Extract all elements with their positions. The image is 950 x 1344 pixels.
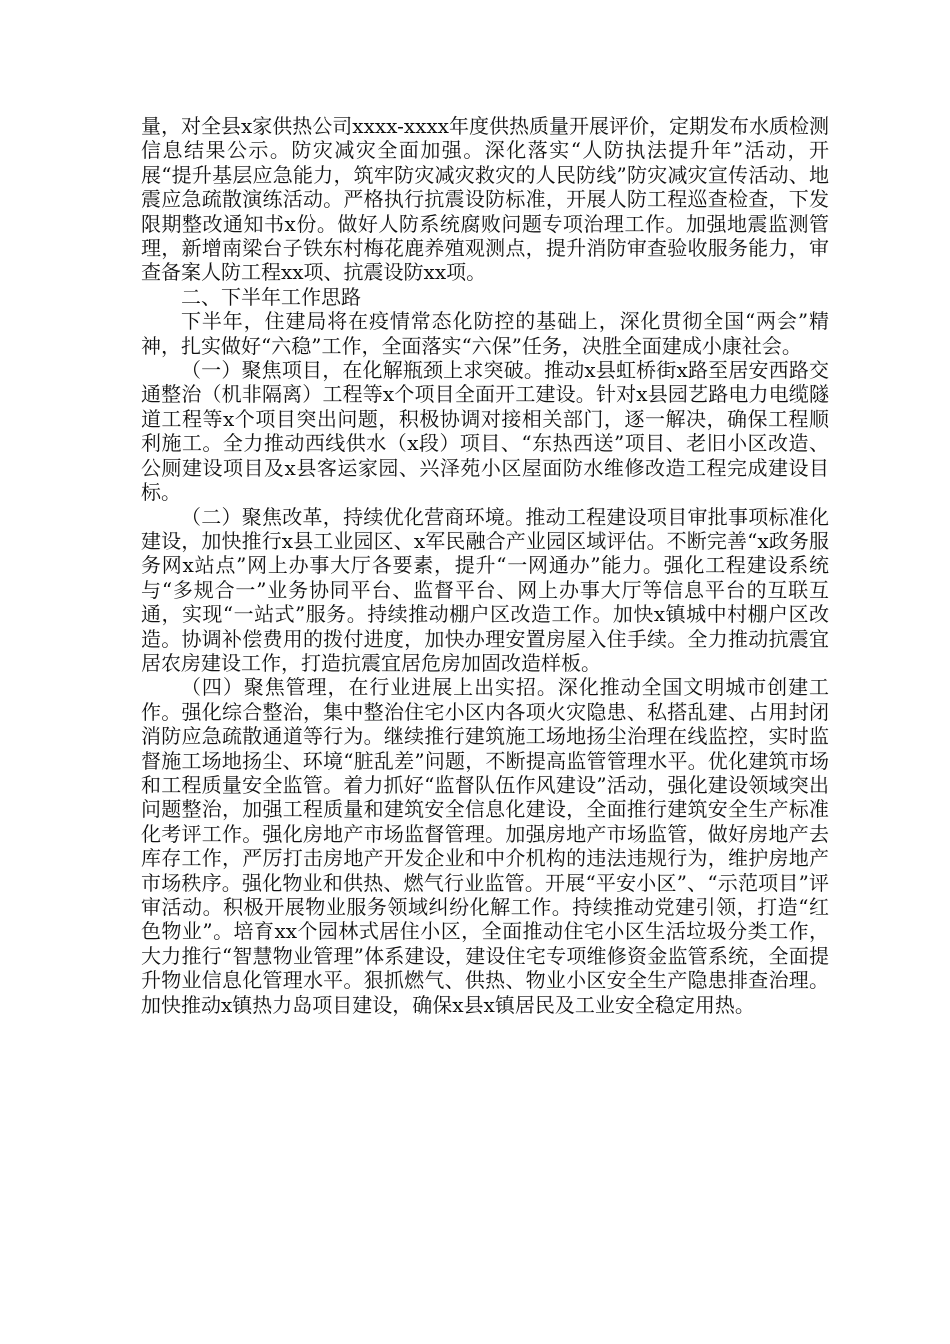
paragraph-management: （四）聚焦管理，在行业进展上出实招。深化推动全国文明城市创建工作。强化综合整治，集中整治住宅小区内各项火灾隐患、私搭乱建、占用封闭消防应急疏散通道等行为。继续推行建筑施工场地扬尘治理在线监控，实时监督施工场地扬尘、环境“脏乱差”问题，不断提高监管管理水平。优化建筑市场和工程质量安全监管。着力抓好“监督队伍作风建设”活动，强化建设领域突出问题整治，加强工程质量和建筑安全信息化建设，全面推行建筑安全生产标准化考评工作。强化房地产市场监督管理。加强房地产市场监管，做好房地产去库存工作，严厉打击房地产开发企业和中介机构的违法违规行为，维护房地产市场秩序。强化物业和供热、燃气行业监管。开展“平安小区”、“示范项目”评审活动。积极开展物业服务领域纠纷化解工作。持续推动党建引领，打造“红色物业”。培育xx个园林式居住小区，全面推动住宅小区生活垃圾分类工作，大力推行“智慧物业管理”体系建设，建设住宅专项维修资金监管系统，全面提升物业信息化管理水平。狠抓燃气、供热、物业小区安全生产隐患排查治理。加快推动x镇热力岛项目建设，确保x县x镇居民及工业安全稳定用热。 — [141, 675, 829, 1017]
paragraph-disaster-prevention: 量，对全县x家供热公司xxxx-xxxx年度供热质量开展评价，定期发布水质检测信息结果公示。防灾减灾全面加强。深化落实“人防执法提升年”活动，开展“提升基层应急能力，筑牢防灾减灾救灾的人民防线”防灾减灾宣传活动、地震应急疏散演练活动。严格执行抗震设防标准，开展人防工程巡查检查，下发限期整改通知书x份。做好人防系统腐败问题专项治理工作。加强地震监测管理，新增南梁台子铁东村梅花鹿养殖观测点，提升消防审查验收服务能力，审查备案人防工程xx项、抗震设防xx项。 — [141, 114, 829, 285]
paragraph-reform: （二）聚焦改革，持续优化营商环境。推动工程建设项目审批事项标准化建设，加快推行x县工业园区、x军民融合产业园区域评估。不断完善“x政务服务网x站点”网上办事大厅各要素，提升“一网通办”能力。强化工程建设系统与“多规合一”业务协同平台、监督平台、网上办事大厅等信息平台的互联互通，实现“一站式”服务。持续推动棚户区改造工作。加快x镇城中村棚户区改造。协调补偿费用的拨付进度，加快办理安置房屋入住手续。全力推动抗震宜居农房建设工作，打造抗震宜居危房加固改造样板。 — [141, 504, 829, 675]
paragraph-intro: 下半年，住建局将在疫情常态化防控的基础上，深化贯彻全国“两会”精神，扎实做好“六稳”工作，全面落实“六保”任务，决胜全面建成小康社会。 — [141, 309, 829, 358]
paragraph-projects: （一）聚焦项目，在化解瓶颈上求突破。推动x县虹桥街x路至居安西路交通整治（机非隔离）工程等x个项目全面开工建设。针对x县园艺路电力电缆隧道工程等x个项目突出问题，积极协调对接相关部门，逐一解决，确保工程顺利施工。全力推动西线供水（x段）项目、“东热西送”项目、老旧小区改造、公厕建设项目及x县客运家园、兴泽苑小区屋面防水维修改造工程完成建设目标。 — [141, 358, 829, 505]
section-heading: 二、下半年工作思路 — [181, 284, 361, 309]
document-body — [141, 114, 829, 1017]
